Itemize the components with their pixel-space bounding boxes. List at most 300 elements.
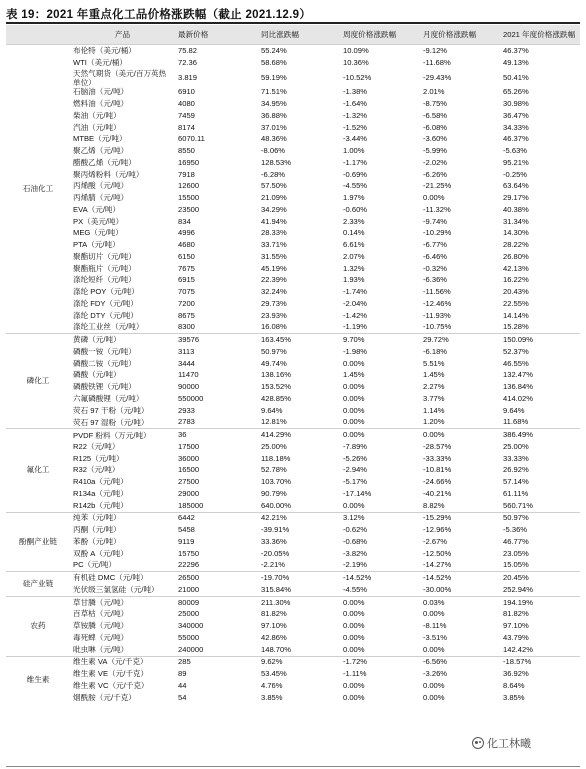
monthly-change-cell: -6.56% [420,656,500,668]
table-row [6,632,580,644]
table-row [6,548,580,560]
ytd-change-cell: 42.13% [503,263,529,273]
product-cell: PVDF 粉料（万元/吨） [70,429,175,441]
latest-price-cell: 185000 [178,500,204,510]
monthly-change-cell: 8.82% [423,500,445,510]
latest-price-cell: 340000 [178,621,204,631]
weekly-change-cell: 0.14% [343,228,365,238]
ytd-change-cell: 16.22% [503,275,529,285]
yoy-change-cell: -19.70% [258,572,340,584]
weekly-change-cell: 9.70% [340,334,420,346]
weekly-change-cell: 1.97% [343,193,365,203]
weekly-change-cell: 0.00% [340,429,420,441]
product-cell: R410a（元/吨） [73,477,128,487]
weekly-change-cell: -4.55% [343,584,368,594]
product-cell: 聚丙烯粉料（元/吨） [73,169,144,179]
weekly-change-cell: -1.42% [343,310,368,320]
watermark [470,735,533,751]
yoy-change-cell: 31.55% [261,251,287,261]
yoy-change-cell: 41.94% [261,216,287,226]
product-cell: 醋酸乙烯（元/吨） [73,157,136,167]
product-cell: 布伦特（美元/桶） [70,45,175,57]
table-row [6,275,580,287]
product-cell: 草铵膦（元/吨） [73,621,129,631]
product-cell: 磷酸铁锂（元/吨） [73,382,136,392]
table-row [6,145,580,157]
monthly-change-cell: 0.00% [423,644,445,654]
latest-price-cell: 22296 [178,560,200,570]
monthly-change-cell: 0.00% [423,680,445,690]
monthly-change-cell: -6.18% [423,346,448,356]
monthly-change-cell: -6.08% [423,122,448,132]
wechat-icon [472,737,484,749]
product-cell: R32（元/吨） [73,465,120,475]
ytd-change-cell: 8.64% [503,680,525,690]
table-row [6,251,580,263]
product-cell: 吡虫啉（元/吨） [73,644,129,654]
monthly-change-cell: 0.00% [423,193,445,203]
yoy-change-cell: 71.51% [261,87,287,97]
table-row [6,488,580,500]
latest-price-cell: 8174 [178,122,195,132]
yoy-change-cell: 118.18% [261,453,291,463]
weekly-change-cell: 0.00% [343,417,365,427]
latest-price-cell: 8300 [178,322,195,332]
table-row [6,286,580,298]
latest-price-cell: 27500 [178,477,200,487]
monthly-change-cell: 0.00% [420,429,500,441]
weekly-change-cell: -5.26% [343,453,368,463]
product-cell: WTI（美元/桶） [73,57,127,67]
product-cell: 汽油（元/吨） [73,122,121,132]
table-row [6,644,580,656]
header-yoy-change: 同比涨跌幅 [258,25,340,45]
weekly-change-cell: -17.14% [343,488,372,498]
monthly-change-cell: -28.57% [423,441,452,451]
weekly-change-cell: -1.52% [343,122,368,132]
latest-price-cell: 16500 [178,465,200,475]
weekly-change-cell: 1.93% [343,275,365,285]
weekly-change-cell: -7.89% [343,441,368,451]
product-cell: PC（元/吨） [73,560,117,570]
table-row [6,69,580,87]
weekly-change-cell: 2.07% [343,251,365,261]
weekly-change-cell: -1.19% [343,322,368,332]
latest-price-cell: 6442 [175,512,258,524]
ytd-change-cell: 25.00% [503,441,529,451]
latest-price-cell: 17500 [178,441,200,451]
monthly-change-cell: -40.21% [423,488,452,498]
monthly-change-cell: -12.50% [423,548,452,558]
product-cell: 聚乙烯（元/吨） [73,146,129,156]
ytd-change-cell: 50.41% [503,72,529,82]
yoy-change-cell: 90.79% [261,488,287,498]
weekly-change-cell: 10.36% [343,57,369,67]
ytd-change-cell: 252.94% [503,584,533,594]
ytd-change-cell: -5.63% [503,146,528,156]
yoy-change-cell: -8.06% [261,146,286,156]
ytd-change-cell: 14.14% [503,310,529,320]
header-weekly-change: 周度价格涨跌幅 [340,25,420,45]
yoy-change-cell: 211.30% [258,596,340,608]
ytd-change-cell: 61.11% [503,488,529,498]
ytd-change-cell: 11.68% [503,417,529,427]
monthly-change-cell: 1.45% [423,370,445,380]
weekly-change-cell: 0.00% [343,405,365,415]
header-category [6,25,70,45]
yoy-change-cell: 3.85% [261,692,283,702]
weekly-change-cell: -0.68% [343,536,368,546]
weekly-change-cell: 6.61% [343,240,365,250]
ytd-change-cell: 50.97% [500,512,580,524]
weekly-change-cell: 3.12% [340,512,420,524]
table-row [6,169,580,181]
ytd-change-cell: 31.34% [503,216,529,226]
product-cell: 磷酸二铵（元/吨） [73,358,136,368]
yoy-change-cell: 48.36% [261,134,287,144]
weekly-change-cell: 0.00% [343,358,365,368]
table-row [6,192,580,204]
table-row [6,381,580,393]
monthly-change-cell: -11.93% [423,310,451,320]
monthly-change-cell: 2.01% [423,87,445,97]
monthly-change-cell: -10.75% [423,322,452,332]
weekly-change-cell: 0.00% [340,596,420,608]
table-row [6,134,580,146]
category-cell: 农药 [6,596,70,656]
weekly-change-cell: -0.69% [343,169,368,179]
latest-price-cell: 15500 [178,193,200,203]
latest-price-cell: 6150 [178,251,195,261]
table-row [6,181,580,193]
product-cell: 有机硅 DMC（元/吨） [70,572,175,584]
monthly-change-cell: 5.51% [423,358,445,368]
latest-price-cell: 36000 [178,453,200,463]
weekly-change-cell: -10.52% [343,72,372,82]
product-cell: R125（元/吨） [73,453,124,463]
yoy-change-cell: 22.39% [261,275,287,285]
weekly-change-cell: -1.72% [340,656,420,668]
monthly-change-cell: -5.99% [423,146,448,156]
monthly-change-cell: -6.46% [423,251,448,261]
table-row [6,405,580,417]
yoy-change-cell: 25.00% [261,441,287,451]
table-row [6,334,580,346]
ytd-change-cell: 26.80% [503,251,529,261]
latest-price-cell: 26500 [175,572,258,584]
yoy-change-cell: 640.00% [261,500,291,510]
category-cell: 磷化工 [6,334,70,429]
monthly-change-cell: -2.67% [423,536,448,546]
weekly-change-cell: 0.00% [343,621,365,631]
ytd-change-cell: 20.43% [503,287,529,297]
table-row [6,560,580,572]
monthly-change-cell: -12.96% [423,525,452,535]
yoy-change-cell: 50.97% [261,346,287,356]
yoy-change-cell: 138.16% [261,370,291,380]
latest-price-cell: 3444 [178,358,195,368]
product-cell: 天然气期货（美元/百万英热单位） [73,68,167,87]
monthly-change-cell: -3.60% [423,134,448,144]
yoy-change-cell: 34.95% [261,99,287,109]
table-row [6,620,580,632]
table-row [6,310,580,322]
monthly-change-cell: -11.32% [423,204,451,214]
table-row [6,500,580,512]
ytd-change-cell: 386.49% [500,429,580,441]
table-row [6,228,580,240]
ytd-change-cell: 414.02% [503,393,533,403]
title-rule [6,22,580,24]
table-row [6,429,580,441]
ytd-change-cell: 20.45% [500,572,580,584]
weekly-change-cell: 1.32% [343,263,365,273]
product-cell: 毒死蜱（元/吨） [73,632,129,642]
ytd-change-cell: 57.14% [503,477,529,487]
weekly-change-cell: -1.11% [343,669,367,679]
category-cell: 维生素 [6,656,70,704]
product-cell: 苯酚（元/吨） [73,536,121,546]
weekly-change-cell: 0.00% [343,393,365,403]
table-title: 表 19：2021 年重点化工品价格涨跌幅（截止 2021.12.9） [6,9,312,21]
latest-price-cell: 25000 [178,609,200,619]
ytd-change-cell: 136.84% [503,382,533,392]
product-cell: 柴油（元/吨） [73,110,121,120]
header-product: 产品 [70,25,175,45]
weekly-change-cell: 1.45% [343,370,365,380]
monthly-change-cell: -6.26% [423,169,448,179]
latest-price-cell: 23500 [178,204,200,214]
monthly-change-cell: -8.75% [423,99,448,109]
table-row [6,524,580,536]
table-row [6,204,580,216]
latest-price-cell: 54 [178,692,187,702]
yoy-change-cell: 45.19% [261,263,287,273]
ytd-change-cell: 9.64% [503,405,525,415]
monthly-change-cell: -6.58% [423,110,448,120]
weekly-change-cell: -3.44% [343,134,368,144]
ytd-change-cell: -5.36% [503,525,528,535]
category-cell: 硅产业链 [6,572,70,597]
latest-price-cell: 89 [178,669,187,679]
ytd-change-cell: 40.38% [503,204,529,214]
yoy-change-cell: 55.24% [258,45,340,57]
category-cell: 氟化工 [6,429,70,512]
product-cell: 荧石 97 干粉（元/吨） [73,406,149,416]
monthly-change-cell: -24.66% [423,477,452,487]
ytd-change-cell: 26.92% [503,465,529,475]
table-row [6,465,580,477]
ytd-change-cell: 150.09% [500,334,580,346]
yoy-change-cell: 57.50% [261,181,287,191]
weekly-change-cell: 0.00% [343,680,365,690]
weekly-change-cell: -1.17% [343,157,368,167]
latest-price-cell: 11470 [178,370,199,380]
ytd-change-cell: 46.37% [503,134,529,144]
weekly-change-cell: -1.74% [343,287,368,297]
yoy-change-cell: 81.82% [261,609,287,619]
monthly-change-cell: 0.00% [423,692,445,702]
product-cell: 丙酮（元/吨） [73,525,121,535]
yoy-change-cell: -20.05% [261,548,290,558]
ytd-change-cell: 28.22% [503,240,529,250]
latest-price-cell: 75.82 [175,45,258,57]
table-body [6,45,580,704]
table-row [6,596,580,608]
table-row [6,322,580,334]
product-cell: 双酚 A（元/吨） [73,548,128,558]
ytd-change-cell: 36.92% [503,669,529,679]
product-cell: 涤纶 DTY（元/吨） [73,310,138,320]
price-change-table [6,25,580,704]
yoy-change-cell: 42.21% [258,512,340,524]
ytd-change-cell: 194.19% [500,596,580,608]
yoy-change-cell: -6.28% [261,169,286,179]
latest-price-cell: 285 [175,656,258,668]
latest-price-cell: 8550 [178,146,195,156]
monthly-change-cell: -11.56% [423,287,451,297]
latest-price-cell: 7918 [178,169,195,179]
weekly-change-cell: 2.33% [343,216,365,226]
table-row [6,122,580,134]
table-row [6,298,580,310]
product-cell: 涤纶 POY（元/吨） [73,287,139,297]
monthly-change-cell: 1.20% [423,417,445,427]
product-cell: PTA（元/吨） [73,240,120,250]
product-cell: MTBE（元/吨） [73,134,127,144]
table-row [6,98,580,110]
latest-price-cell: 6915 [178,275,195,285]
yoy-change-cell: -2.21% [261,560,286,570]
weekly-change-cell: 0.00% [343,500,365,510]
latest-price-cell: 90000 [178,382,200,392]
product-cell: 聚酯瓶片（元/吨） [73,263,136,273]
latest-price-cell: 29000 [178,488,200,498]
monthly-change-cell: -9.74% [423,216,448,226]
table-row [6,536,580,548]
yoy-change-cell: 52.78% [261,465,287,475]
latest-price-cell: 6910 [178,87,195,97]
latest-price-cell: 8675 [178,310,195,320]
product-cell: 荧石 97 湿粉（元/吨） [73,417,149,427]
latest-price-cell: 21000 [178,584,200,594]
yoy-change-cell: 315.84% [261,584,291,594]
ytd-change-cell: 97.10% [503,621,529,631]
monthly-change-cell: -9.12% [420,45,500,57]
table-row [6,656,580,668]
product-cell: 磷酸（元/吨） [73,370,121,380]
latest-price-cell: 7675 [178,263,195,273]
product-cell: 纯苯（元/吨） [70,512,175,524]
table-row [6,609,580,621]
yoy-change-cell: 33.36% [261,536,287,546]
latest-price-cell: 72.36 [178,57,198,67]
yoy-change-cell: 153.52% [261,382,291,392]
monthly-change-cell: -33.33% [423,453,452,463]
category-cell: 石油化工 [6,45,70,334]
table-row [6,572,580,584]
yoy-change-cell: 21.09% [261,193,287,203]
monthly-change-cell: -14.52% [420,572,500,584]
yoy-change-cell: 9.64% [261,405,283,415]
ytd-change-cell: 46.77% [503,536,529,546]
monthly-change-cell: -3.26% [423,669,448,679]
ytd-change-cell: 49.13% [503,57,529,67]
table-row [6,110,580,122]
latest-price-cell: 80009 [175,596,258,608]
table-row [6,239,580,251]
yoy-change-cell: 36.88% [261,110,287,120]
yoy-change-cell: 97.10% [261,621,287,631]
table-row [6,263,580,275]
weekly-change-cell: -1.64% [343,99,368,109]
ytd-change-cell: 95.21% [503,157,529,167]
ytd-change-cell: 81.82% [503,609,529,619]
ytd-change-cell: 30.98% [503,99,529,109]
yoy-change-cell: 103.70% [261,477,291,487]
table-row [6,680,580,692]
monthly-change-cell: -6.77% [423,240,448,250]
product-cell: 百草枯（元/吨） [73,609,129,619]
table-row [6,692,580,704]
latest-price-cell: 39576 [175,334,258,346]
latest-price-cell: 4996 [178,228,195,238]
category-cell: 酚酮产业链 [6,512,70,572]
monthly-change-cell: 29.72% [420,334,500,346]
ytd-change-cell: 34.33% [503,122,529,132]
latest-price-cell: 2783 [178,417,195,427]
yoy-change-cell: 428.85% [261,393,291,403]
table-row [6,476,580,488]
yoy-change-cell: 32.24% [261,287,287,297]
latest-price-cell: 12600 [178,181,200,191]
yoy-change-cell: 9.62% [258,656,340,668]
ytd-change-cell: 46.55% [503,358,529,368]
product-cell: 维生素 VA（元/千克） [70,656,175,668]
product-cell: 聚酯切片（元/吨） [73,251,136,261]
latest-price-cell: 55000 [178,632,200,642]
latest-price-cell: 4680 [178,240,195,250]
product-cell: 磷酸一铵（元/吨） [73,346,136,356]
yoy-change-cell: 128.53% [261,157,291,167]
yoy-change-cell: 49.74% [261,358,287,368]
product-cell: EVA（元/吨） [73,204,121,214]
weekly-change-cell: 0.00% [343,692,365,702]
yoy-change-cell: 12.81% [261,417,287,427]
yoy-change-cell: 37.01% [261,122,287,132]
table-row [6,668,580,680]
latest-price-cell: 7459 [178,110,195,120]
monthly-change-cell: -8.11% [423,621,447,631]
ytd-change-cell: 65.26% [503,87,529,97]
monthly-change-cell: 0.00% [423,609,445,619]
yoy-change-cell: -39.91% [261,525,290,535]
weekly-change-cell: -14.52% [340,572,420,584]
latest-price-cell: 3113 [178,346,195,356]
yoy-change-cell: 16.08% [261,322,287,332]
weekly-change-cell: -1.38% [343,87,368,97]
ytd-change-cell: 23.05% [503,548,529,558]
latest-price-cell: 44 [178,680,187,690]
weekly-change-cell: -0.60% [343,204,368,214]
monthly-change-cell: -6.36% [423,275,448,285]
table-row [6,57,580,69]
monthly-change-cell: -15.29% [420,512,500,524]
yoy-change-cell: 33.71% [261,240,287,250]
bottom-rule [6,766,580,767]
weekly-change-cell: 1.00% [343,146,365,156]
table-row [6,393,580,405]
